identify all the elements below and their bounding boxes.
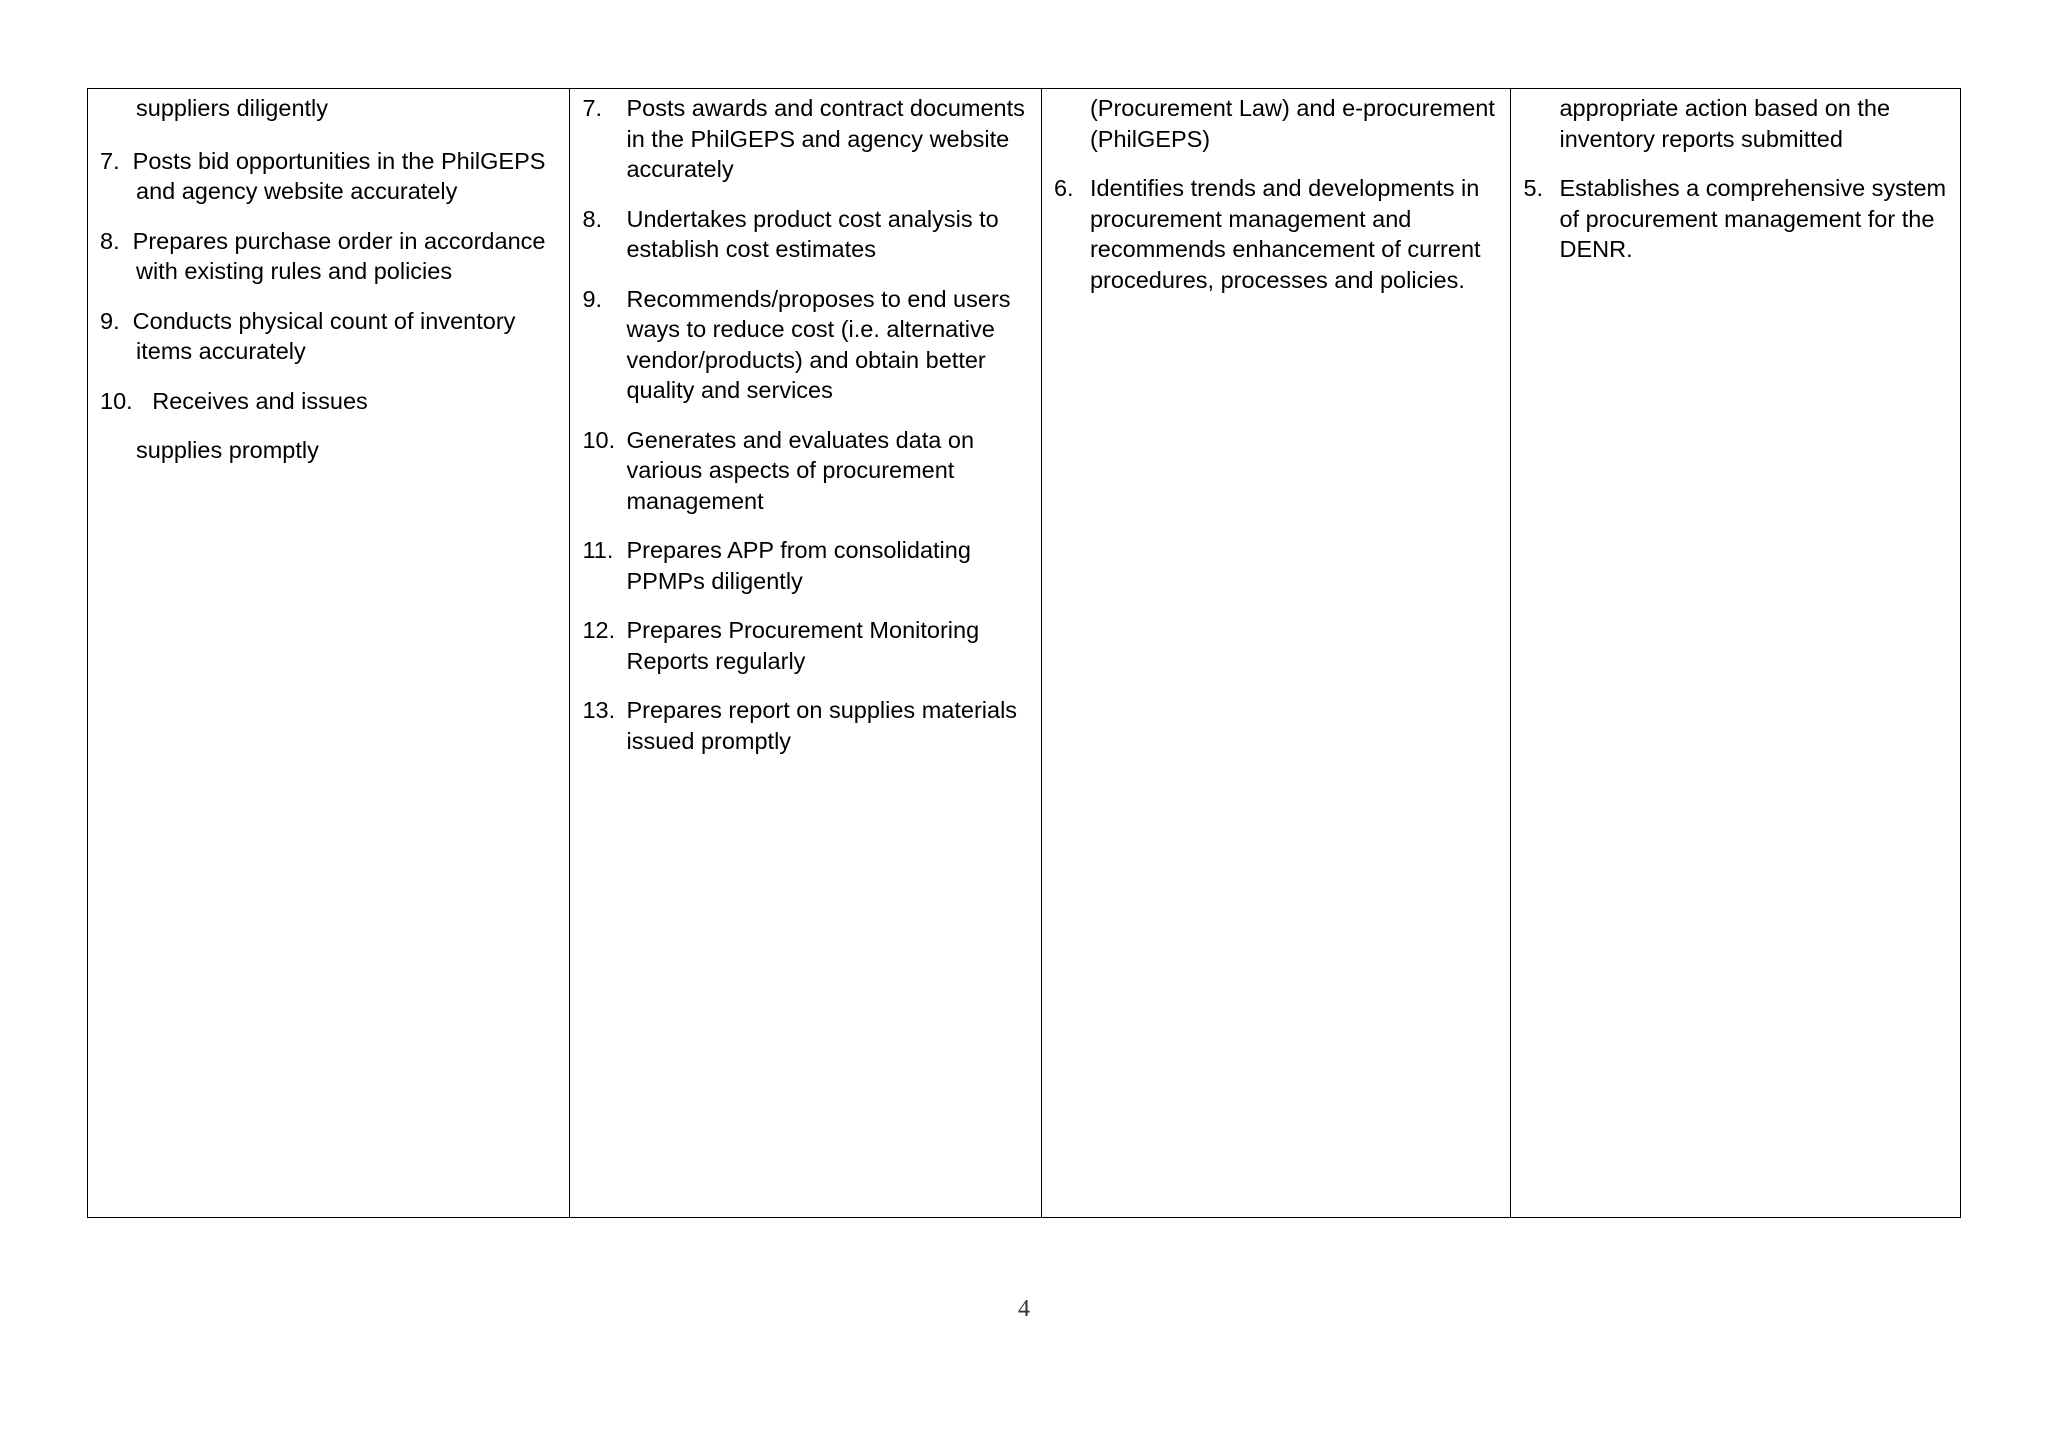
item-list — [1523, 173, 1950, 265]
list-item: 5. Establishes a comprehensive system of procurement management for the DENR. — [1523, 175, 1947, 262]
table-column-3 — [1041, 89, 1511, 1217]
list-item: 11. Prepares APP from consolidating PPMPs diligently — [582, 537, 971, 594]
list-item: 10. Generates and evaluates data on various aspects of procurement management — [582, 426, 975, 514]
list-item: 8. Prepares purchase order in accordance with existing rules and policies — [100, 227, 546, 284]
item-list — [1054, 173, 1501, 295]
item-list — [100, 146, 559, 417]
item-list — [582, 93, 1031, 756]
list-item: 7. Posts bid opportunities in the PhilGEPS and agency website accurately — [100, 147, 546, 204]
list-item: 7. Posts awards and contract documents in the PhilGEPS and agency website accurately — [582, 95, 1025, 182]
table-column-4 — [1510, 89, 1960, 1217]
competency-table — [87, 88, 1961, 1218]
list-item: 12. Prepares Procurement Monitoring Reports regularly — [582, 617, 980, 674]
continuation-text: suppliers diligently — [136, 95, 329, 121]
continuation-text: appropriate action based on the inventory reports submitted — [1559, 95, 1891, 152]
page-number: 4 — [1018, 1296, 1030, 1322]
list-item: 9. Conducts physical count of inventory items accurately — [100, 307, 516, 364]
list-item: 13. Prepares report on supplies materials issued promptly — [582, 697, 1018, 754]
list-item: 9. Recommends/proposes to end users ways to reduce cost (i.e. alternative vendor/products) and obtain better quality and services — [582, 285, 1011, 403]
list-item: 6. Identifies trends and developments in procurement management and recommends enhancement of current procedures, processes and policies. — [1053, 175, 1481, 293]
list-item: 8. Undertakes product cost analysis to establish cost estimates — [582, 205, 999, 262]
continuation-text: (Procurement Law) and e-procurement (PhilGEPS) — [1089, 95, 1495, 152]
table-column-2 — [569, 89, 1041, 1217]
list-item: 10. Receives and issues — [100, 387, 368, 414]
trailing-text: supplies promptly — [136, 437, 319, 463]
table-column-1 — [88, 89, 569, 1217]
